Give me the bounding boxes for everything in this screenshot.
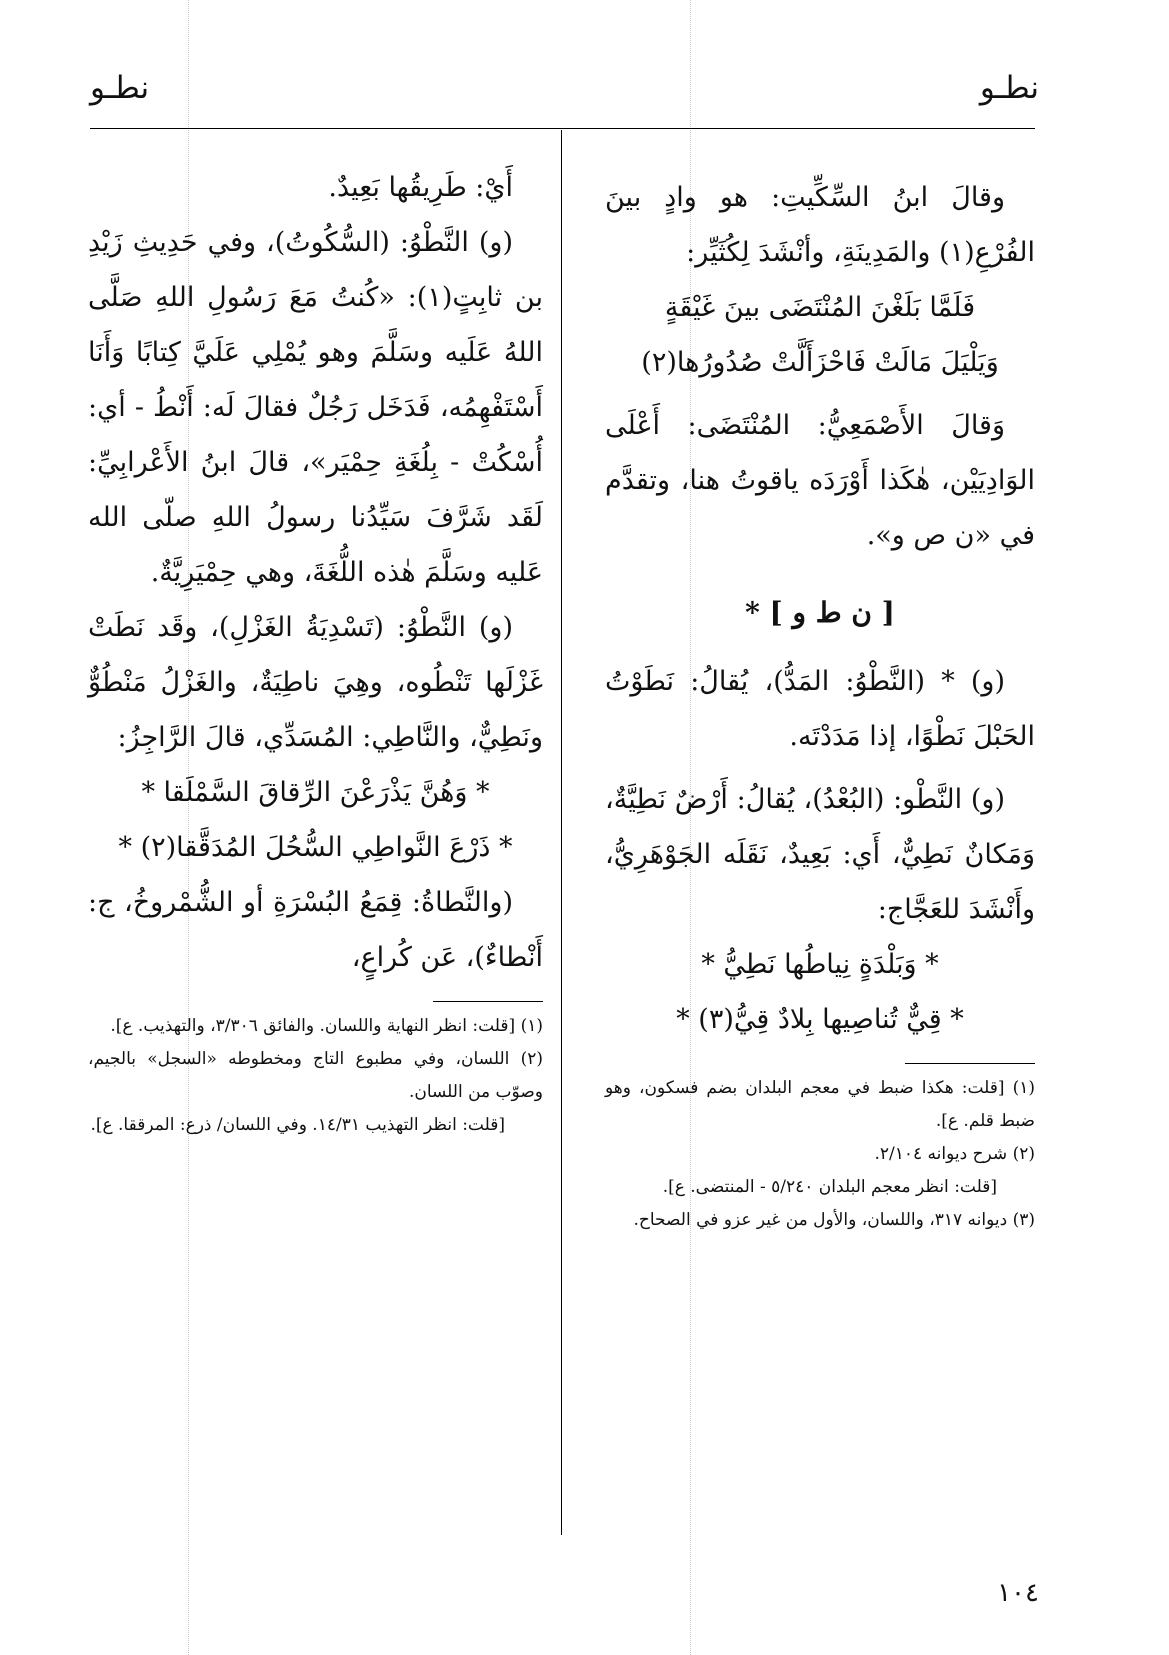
verse-line: * ذَرْعَ النَّواطِي السُّحُلَ المُدَقَّقا(٢) * xyxy=(118,832,513,863)
paragraph: (و) النَّطْوُ: (السُّكُوتُ)، وفي حَدِيثِ زَيْدِ بن ثابِتٍ(١): «كُنتُ مَعَ رَسُولِ اللهِ صَلَّى اللهُ عَلَيه وسَلَّمَ وهو يُمْلِي عَلَيَّ كِتابًا وَأَنَا أَسْتَفْهِمُه، فَدَخَل رَجُلٌ فقالَ لَه: أَنْطُ - أي: أُسْكُتْ - بِلُغَةِ حِمْيَر»، قالَ ابنُ الأَعْرابِيِّ: لَقَد شَرَّفَ سَيِّدُنا رسولُ اللهِ صلّى الله عَليه وسَلَّمَ هٰذه اللُّغَةَ، وهي حِمْيَرِيَّةٌ. xyxy=(88,227,543,588)
verse-line: وَيَلْيَلَ مَالَتْ فَاحْزَأَلَّتْ صُدُورُها(٢) xyxy=(641,347,999,378)
paragraph: وَقالَ الأَصْمَعِيُّ: المُنْتَضَى: أَعْلَى الوَادِيَيْن، هٰكَذا أَوْرَدَه ياقوتُ هنا، وتقدَّم في «ن ص و». xyxy=(605,410,1035,551)
footnote: (٢) اللسان، وفي مطبوع التاج ومخطوطه «السجل» بالجيم، وصوّب من اللسان. xyxy=(88,1049,543,1102)
paragraph: (و) * (النَّطْوُ: المَدُّ)، يُقالُ: نَطَوْتُ الحَبْلَ نَطْوًا، إذا مَدَدْتَه. xyxy=(605,666,1035,752)
footnote: (١) [قلت: هكذا ضبط في معجم البلدان بضم فسكون، وهو ضبط قلم. ع]. xyxy=(605,1078,1035,1131)
right-column xyxy=(605,170,1035,1237)
verse-line: * وَهُنَّ يَذْرَعْنَ الرِّقاقَ السَّمْلَقا * xyxy=(141,777,490,808)
verse-line: فَلَمَّا بَلَغْنَ المُنْتَضَى بينَ غَيْقَةٍ xyxy=(664,292,976,323)
column-divider xyxy=(561,130,562,1535)
entry-heading: [ ن ط و ] * xyxy=(745,596,895,629)
right-column-body xyxy=(605,170,1035,1047)
footnote: (٣) ديوانه ٣١٧، واللسان، والأول من غير عزو في الصحاح. xyxy=(633,1210,1035,1230)
header-rule xyxy=(90,128,1035,129)
paragraph: (والنَّطاةُ: قِمَعُ البُسْرَةِ أو الشُّمْروخُ، ج: أَنْطاءٌ)، عَن كُراعٍ، xyxy=(88,887,543,973)
left-footnotes xyxy=(88,1010,543,1142)
footnote: (١) [قلت: انظر النهاية واللسان. والفائق ٣/٣٠٦، والتهذيب. ع]. xyxy=(110,1016,543,1036)
verse-line: * قِيٌّ تُناصِيها بِلادٌ قِيُّ(٣) * xyxy=(676,1004,964,1035)
right-footnotes xyxy=(605,1072,1035,1237)
footnote: [قلت: انظر التهذيب ١٤/٣١. وفي اللسان/ ذرع: المرققا. ع]. xyxy=(90,1115,505,1135)
header-word-left: نطـو xyxy=(90,70,150,106)
header-word-right: نطـو xyxy=(979,70,1039,106)
left-column-body xyxy=(88,160,543,985)
paragraph: أَيْ: طَرِيقُها بَعِيدٌ. xyxy=(328,172,513,203)
footnote: (٢) شرح ديوانه ٢/١٠٤. xyxy=(874,1144,1035,1164)
verse-line: * وَبَلْدَةٍ نِياطُها نَطِيُّ * xyxy=(701,949,939,980)
paragraph: (و) النَّطْوُ: (تَسْدِيَةُ الغَزْلِ)، وقَد نَطَتْ غَزْلَها تَنْطُوه، وهِيَ ناطِيَةٌ، والغَزْلُ مَنْطُوٌّ ونَطِيٌّ، والنَّاطِي: المُسَدِّي، قالَ الرَّاجِزُ: xyxy=(88,612,543,753)
footnote-rule xyxy=(905,1063,1035,1064)
paragraph: وقالَ ابنُ السِّكِّيتِ: هو وادٍ بينَ الفُرْعِ(١) والمَدِينَةِ، وأنْشَدَ لِكُثَيِّر: xyxy=(605,182,1035,268)
left-column xyxy=(88,160,543,1142)
paragraph: (و) النَّطْو: (البُعْدُ)، يُقالُ: أَرْضٌ نَطِيَّةٌ، وَمَكانٌ نَطِيٌّ، أَي: بَعِيدٌ، نَقَلَه الجَوْهَرِيُّ، وأَنْشَدَ للعَجَّاج: xyxy=(605,784,1035,925)
page-number: ١٠٤ xyxy=(997,1578,1039,1608)
footnote-rule xyxy=(433,1001,543,1002)
footnote: [قلت: انظر معجم البلدان ٥/٢٤٠ - المنتضى. ع]. xyxy=(662,1177,997,1197)
